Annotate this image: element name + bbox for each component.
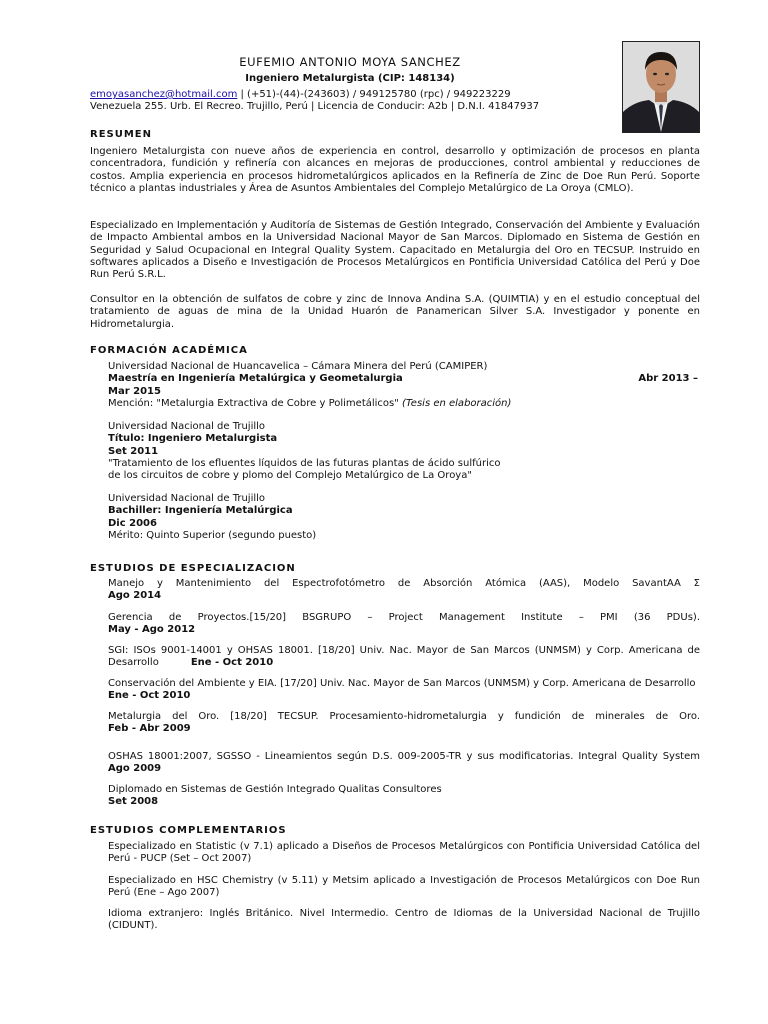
- resumen-paragraph-2: Especializado en Implementación y Auditoría de Sistemas de Gestión Integrado, Conservación del Ambiente y Evaluación de Impacto Ambiental ambos en la Universidad Nacional Mayor de San Marcos. Diplomado en Sistema de Gestión en Seguridad y Salud Ocupacional en Integral Quality System. Capacitado en Metalurgia del Oro en TECSUP. Instruido en softwares aplicados a Diseño e Investigación de Procesos Metalúrgicos en Pontificia Universidad Católica del Perú y Doe Run Perú S.R.L.: [90, 220, 700, 281]
- resumen-paragraph-3: Consultor en la obtención de sulfatos de cobre y zinc de Innova Andina S.A. (QUIMTIA) y en el estudio conceptual del tratamiento de aguas de mina de la Unidad Huarón de Panamerican Silver S.A. Investigador y ponente en Hidrometalurgia.: [90, 294, 700, 330]
- specialization-item: Conservación del Ambiente y EIA. [17/20] Univ. Nac. Mayor de San Marcos (UNMSM) y Corp. Americana de Desarrollo Ene - Oct 2010: [108, 678, 696, 702]
- education-entry-titulo: [108, 421, 698, 482]
- date-range: Abr 2013 –: [638, 373, 698, 385]
- formacion-heading: FORMACIÓN ACADÉMICA: [90, 345, 248, 356]
- specialization-item: Manejo y Mantenimiento del Espectrofotómetro de Absorción Atómica (AAS), Modelo SavantAA Σ Ago 2014: [108, 578, 700, 602]
- mention: Mención: "Metalurgia Extractiva de Cobre y Polimetálicos" (Tesis en elaboración): [108, 397, 512, 409]
- institution: Universidad Nacional de Trujillo: [108, 493, 266, 504]
- specialization-item: SGI: ISOs 9001-14001 y OHSAS 18001. [18/20] Univ. Nac. Mayor de San Marcos (UNMSM) y Corp. Americana de Desarrollo Ene - Oct 2010: [108, 645, 700, 669]
- resumen-paragraph-1: Ingeniero Metalurgista con nueve años de experiencia en control, desarrollo y optimización de procesos en planta concentradora, fundición y refinería con alcances en mejoras de producciones, control ambiental y reducciones de costos. Amplia experiencia en procesos hidrometalúrgicos aplicados en la Refinería de Zinc de Doe Run Perú. Soporte técnico a plantas industriales y Área de Asuntos Ambientales del Complejo Metalúrgico de La Oroya (CMLO).: [90, 146, 700, 194]
- specialization-item: Diplomado en Sistemas de Gestión Integrado Qualitas Consultores Set 2008: [108, 784, 442, 808]
- institution: Universidad Nacional de Huancavelica – Cámara Minera del Perú (CAMIPER): [108, 361, 488, 372]
- date-end: Mar 2015: [108, 385, 161, 397]
- portrait-image: [623, 42, 699, 132]
- merit: Mérito: Quinto Superior (segundo puesto): [108, 529, 317, 541]
- especializacion-heading: ESTUDIOS DE ESPECIALIZACION: [90, 563, 296, 574]
- degree: Bachiller: Ingeniería Metalúrgica: [108, 505, 293, 517]
- specialization-item: OSHAS 18001:2007, SGSSO - Lineamientos según D.S. 009-2005-TR y sus modificatorias. Integral Quality System Ago 2009: [108, 751, 700, 775]
- phone-numbers: | (+51)-(44)-(243603) / 949125780 (rpc) / 949223229: [237, 89, 511, 100]
- address-line: Venezuela 255. Urb. El Recreo. Trujillo, Perú | Licencia de Conducir: A2b | D.N.I. 41847937: [90, 101, 540, 112]
- education-entry-bachiller: [108, 493, 698, 542]
- date: Set 2011: [108, 445, 159, 457]
- profession-title: Ingeniero Metalurgista (CIP: 148134): [245, 73, 455, 84]
- profile-photo: [622, 41, 700, 133]
- complementary-item: Idioma extranjero: Inglés Británico. Nivel Intermedio. Centro de Idiomas de la Universidad Nacional de Trujillo (CIDUNT).: [108, 908, 700, 932]
- education-entry-maestria: [108, 361, 698, 410]
- institution: Universidad Nacional de Trujillo: [108, 421, 266, 432]
- specialization-item: Metalurgia del Oro. [18/20] TECSUP. Procesamiento-hidrometalurgia y fundición de minerales de Oro. Feb - Abr 2009: [108, 711, 700, 735]
- resumen-heading: RESUMEN: [90, 129, 153, 140]
- contact-line: [90, 89, 610, 101]
- degree: Título: Ingeniero Metalurgista: [108, 433, 278, 445]
- date: Dic 2006: [108, 517, 157, 529]
- thesis-line-2: de los circuitos de cobre y plomo del Complejo Metalúrgico de La Oroya": [108, 470, 472, 482]
- specialization-item: Gerencia de Proyectos.[15/20] BSGRUPO – Project Management Institute – PMI (36 PDUs). May - Ago 2012: [108, 612, 700, 636]
- email-link[interactable]: emoyasanchez@hotmail.com: [90, 89, 238, 100]
- candidate-name: EUFEMIO ANTONIO MOYA SANCHEZ: [239, 55, 461, 69]
- thesis-line-1: "Tratamiento de los efluentes líquidos de las futuras plantas de ácido sulfúrico: [108, 457, 501, 469]
- complementary-item: Especializado en HSC Chemistry (v 5.11) y Metsim aplicado a Investigación de Procesos Metalúrgicos con Doe Run Perú (Ene – Ago 2007): [108, 875, 700, 899]
- complementary-item: Especializado en Statistic (v 7.1) aplicado a Diseños de Procesos Metalúrgicos con Pontificia Universidad Católica del Perú - PUCP (Set – Oct 2007): [108, 841, 700, 865]
- degree: Maestría en Ingeniería Metalúrgica y Geometalurgia: [108, 373, 403, 385]
- complementarios-heading: ESTUDIOS COMPLEMENTARIOS: [90, 825, 287, 836]
